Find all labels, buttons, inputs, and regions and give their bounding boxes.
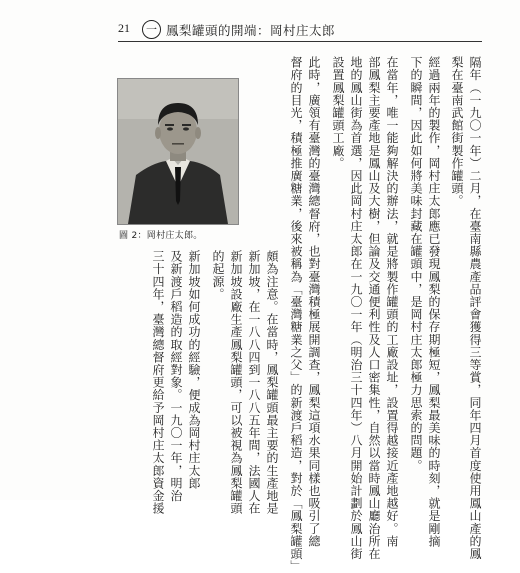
text-column: 此時，廣領有臺灣的臺灣總督府，也對臺灣積極展開調查，鳳梨這項水果同樣也吸引了總 (307, 56, 321, 548)
figure-caption: 圖 2：岡村庄太郎。 (119, 231, 203, 241)
text-column: 隔年（一九〇一年）二月，在臺南縣農產品評會獲得三等賞，同年四月首度使用鳳山產的鳳 (468, 56, 482, 560)
text-column: 地的鳳山街為首選，因此岡村庄太郎在一九〇一年（明治三十四年）八月開始計劃於鳳山街 (349, 56, 363, 560)
portrait-illustration (118, 79, 238, 224)
text-column: 梨在臺南武館街製作罐頭。 (450, 56, 464, 208)
running-header (118, 20, 478, 42)
text-column: 的起源。 (211, 250, 225, 301)
text-column: 新加坡如何成功的經驗，便成為岡村庄太郎 (187, 250, 201, 490)
text-column: 經過兩年的製作，岡村庄太郎應已發現鳳梨的保存期極短，鳳梨最美味的時刻，就是剛摘 (427, 56, 441, 548)
text-column: 頗為注意。在當時，鳳梨罐頭最主要的生產地是 (265, 250, 279, 515)
text-column: 及新渡戶稻造的取經對象。一九〇一年，明治 (169, 250, 183, 502)
text-column: 部鳳梨主要產地是鳳山及大樹，但論及交通便利性及人口密集性，自然以當時鳳山廳治所在 (367, 56, 381, 560)
header-divider (118, 41, 482, 42)
text-column: 在當年，唯一能夠解決的辦法，就是將製作罐頭的工廠設址，設置得越接近產地越好。南 (385, 56, 399, 548)
text-column: 新加坡設廠生產鳳梨罐頭，可以被視為鳳梨罐頭 (229, 250, 243, 515)
text-column: 設置鳳梨罐頭工廠。 (331, 56, 345, 170)
chapter-number-badge: 一 (142, 20, 161, 39)
portrait-photo (117, 78, 239, 225)
text-column: 下的瞬間，因此如何將美味封藏在罐頭中，是岡村庄太郎極力思索的問題。 (409, 56, 423, 472)
text-column: 新加坡，在一八八四到一八八五年間，法國人在 (247, 250, 261, 515)
chapter-title: 鳳梨罐頭的開端：岡村庄太郎 (166, 23, 336, 38)
text-column: 三十四年，臺灣總督府更給予岡村庄太郎資金援 (151, 250, 165, 515)
text-column: 督府的目光，積極推廣糖業，後來被稱為「臺灣糖業之父」的新渡戶稻造，對於「鳳梨罐頭」 (289, 56, 303, 573)
page-number: 21 (118, 21, 130, 35)
